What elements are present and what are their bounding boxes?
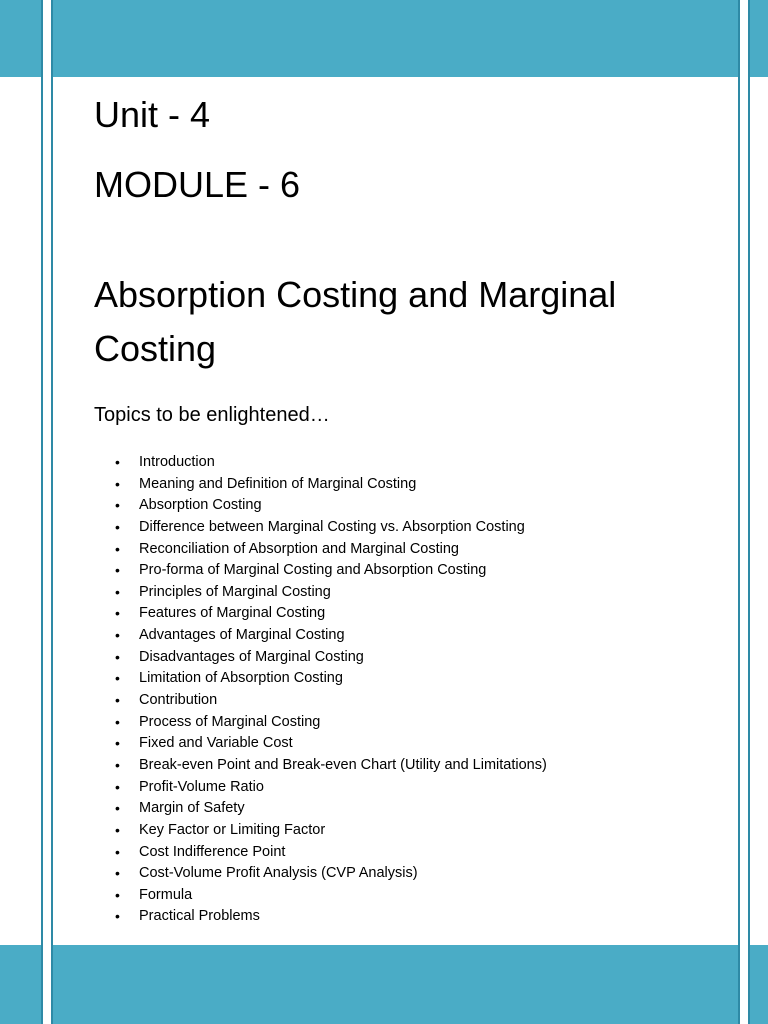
bullet-icon: • <box>115 562 120 579</box>
left-border-line-outer <box>41 0 43 1024</box>
bullet-icon: • <box>115 735 120 752</box>
bullet-icon: • <box>115 800 120 817</box>
bullet-icon: • <box>115 778 120 795</box>
topic-list-item <box>94 820 547 842</box>
topic-label: Disadvantages of Marginal Costing <box>139 648 364 665</box>
bottom-band <box>52 945 739 1024</box>
left-border-line-inner <box>51 0 53 1024</box>
bullet-icon: • <box>115 692 120 709</box>
topic-label: Fixed and Variable Cost <box>139 735 293 752</box>
bullet-icon: • <box>115 756 120 773</box>
topic-list-item <box>94 452 547 474</box>
topic-label: Meaning and Definition of Marginal Costing <box>139 475 417 492</box>
bullet-icon: • <box>115 713 120 730</box>
topic-list-item <box>94 906 547 928</box>
topic-list-item <box>94 690 547 712</box>
bullet-icon: • <box>115 821 120 838</box>
topic-list-item <box>94 755 547 777</box>
topic-label: Advantages of Marginal Costing <box>139 627 345 644</box>
topic-label: Cost Indifference Point <box>139 843 286 860</box>
bullet-icon: • <box>115 648 120 665</box>
topic-list-item <box>94 495 547 517</box>
topic-list-item <box>94 842 547 864</box>
top-band <box>52 0 739 77</box>
topic-list-item <box>94 625 547 647</box>
topic-list-item <box>94 582 547 604</box>
topic-list-item <box>94 712 547 734</box>
topic-label: Absorption Costing <box>139 497 262 514</box>
bottom-band-left <box>0 945 42 1024</box>
topic-label: Key Factor or Limiting Factor <box>139 821 326 838</box>
topic-list-item <box>94 733 547 755</box>
topic-label: Cost-Volume Profit Analysis (CVP Analysis) <box>139 865 418 882</box>
top-band-left <box>0 0 42 77</box>
topic-label: Practical Problems <box>139 908 260 925</box>
topic-label: Principles of Marginal Costing <box>139 583 331 600</box>
bottom-band-right <box>749 945 768 1024</box>
module-title: MODULE - 6 <box>94 164 301 205</box>
document-title: Absorption Costing and Marginal Costing <box>94 274 617 369</box>
bullet-icon: • <box>115 497 120 514</box>
topic-list-item <box>94 885 547 907</box>
topic-label: Limitation of Absorption Costing <box>139 670 343 687</box>
bullet-icon: • <box>115 908 120 925</box>
right-border-line-outer <box>748 0 750 1024</box>
topic-label: Reconciliation of Absorption and Marginal Costing <box>139 540 459 557</box>
topic-list-item <box>94 517 547 539</box>
bullet-icon: • <box>115 540 120 557</box>
bullet-icon: • <box>115 454 120 470</box>
topic-list-item <box>94 863 547 885</box>
topic-list-item <box>94 474 547 496</box>
topic-label: Process of Marginal Costing <box>139 713 321 730</box>
topic-list-item <box>94 603 547 625</box>
topic-label: Profit-Volume Ratio <box>139 778 264 795</box>
topic-label: Break-even Point and Break-even Chart (Utility and Limitations) <box>139 756 547 773</box>
topic-list <box>94 452 547 928</box>
right-border-line-inner <box>738 0 740 1024</box>
bullet-icon: • <box>115 518 120 535</box>
bullet-icon: • <box>115 843 120 860</box>
top-band-right <box>749 0 768 77</box>
topic-list-item <box>94 539 547 561</box>
bullet-icon: • <box>115 670 120 687</box>
topic-label: Formula <box>139 886 193 903</box>
topic-list-item <box>94 668 547 690</box>
topic-list-item <box>94 560 547 582</box>
bullet-icon: • <box>115 475 120 492</box>
topic-label: Features of Marginal Costing <box>139 605 326 622</box>
unit-title: Unit - 4 <box>94 94 211 135</box>
topics-heading: Topics to be enlightened… <box>94 404 330 426</box>
topic-label: Difference between Marginal Costing vs. Absorption Costing <box>139 518 525 535</box>
topic-list-item <box>94 647 547 669</box>
topic-list-item <box>94 798 547 820</box>
bullet-icon: • <box>115 865 120 882</box>
topic-label: Margin of Safety <box>139 800 245 817</box>
bullet-icon: • <box>115 627 120 644</box>
bullet-icon: • <box>115 886 120 903</box>
topic-label: Introduction <box>139 454 215 470</box>
topic-label: Contribution <box>139 692 218 709</box>
topic-label: Pro-forma of Marginal Costing and Absorption Costing <box>139 562 487 579</box>
bullet-icon: • <box>115 605 120 622</box>
bullet-icon: • <box>115 583 120 600</box>
topic-list-item <box>94 777 547 799</box>
